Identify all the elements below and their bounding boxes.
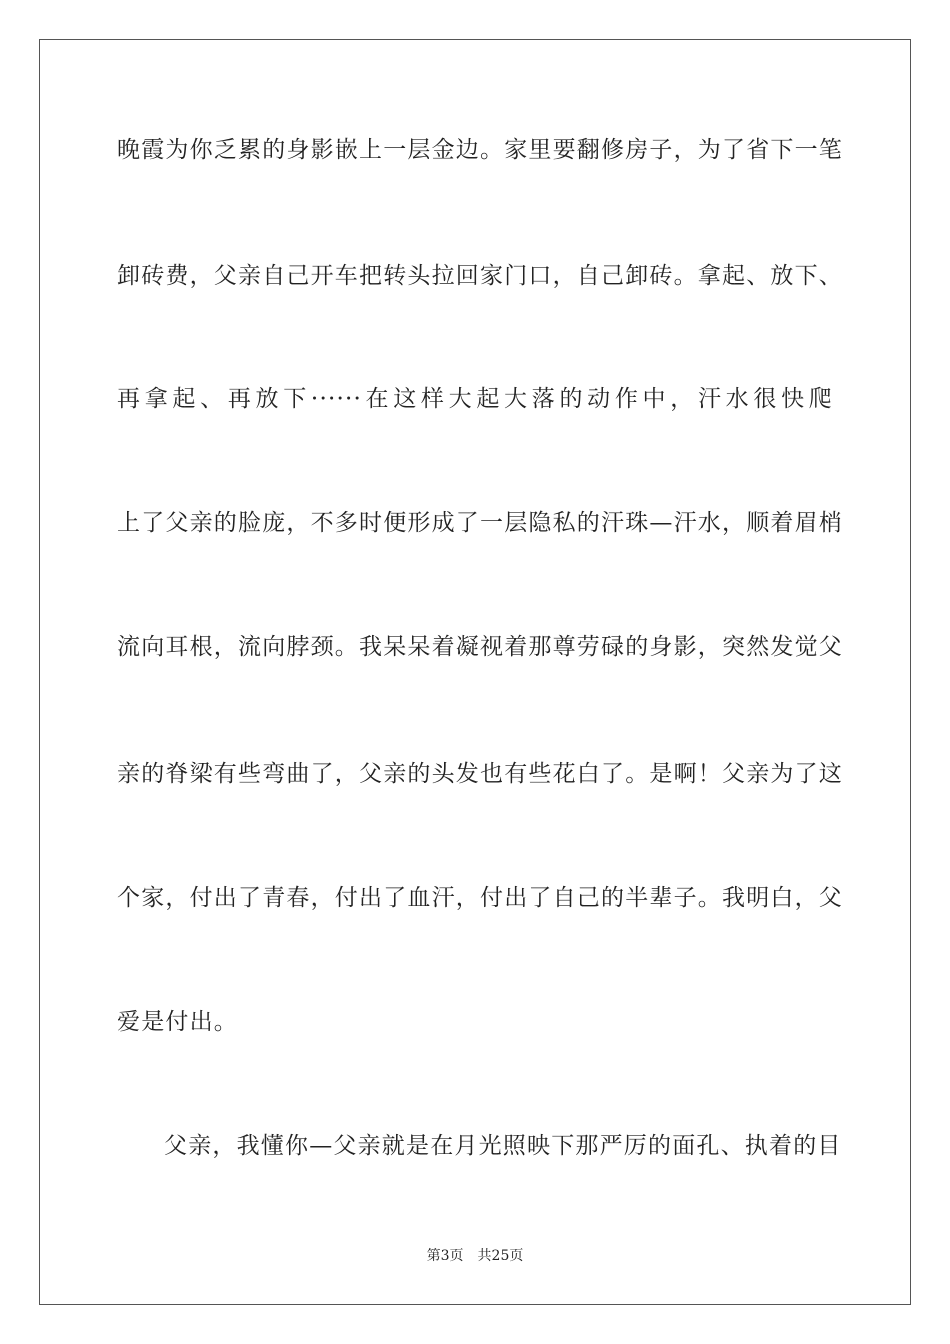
paragraph-line-7: 个家，付出了青春，付出了血汗，付出了自己的半辈子。我明白，父	[117, 885, 843, 911]
paragraph-line-4: 上了父亲的脸庞，不多时便形成了一层隐私的汗珠—汗水，顺着眉梢	[117, 510, 843, 536]
page-border	[39, 39, 911, 1305]
paragraph-line-3: 再拿起、再放下······在这样大起大落的动作中，汗水很快爬	[117, 386, 833, 412]
paragraph-line-6: 亲的脊梁有些弯曲了，父亲的头发也有些花白了。是啊！父亲为了这	[117, 761, 843, 787]
paragraph-line-1: 晚霞为你乏累的身影嵌上一层金边。家里要翻修房子，为了省下一笔	[117, 137, 843, 163]
paragraph-line-2: 卸砖费，父亲自己开车把转头拉回家门口，自己卸砖。拿起、放下、	[117, 263, 843, 289]
paragraph-line-5: 流向耳根，流向脖颈。我呆呆着凝视着那尊劳碌的身影，突然发觉父	[117, 634, 843, 660]
paragraph-line-9: 父亲，我懂你—父亲就是在月光照映下那严厉的面孔、执着的目	[164, 1133, 842, 1159]
page-footer: 第3页 共25页	[426, 1248, 524, 1264]
paragraph-line-8: 爱是付出。	[117, 1009, 238, 1035]
